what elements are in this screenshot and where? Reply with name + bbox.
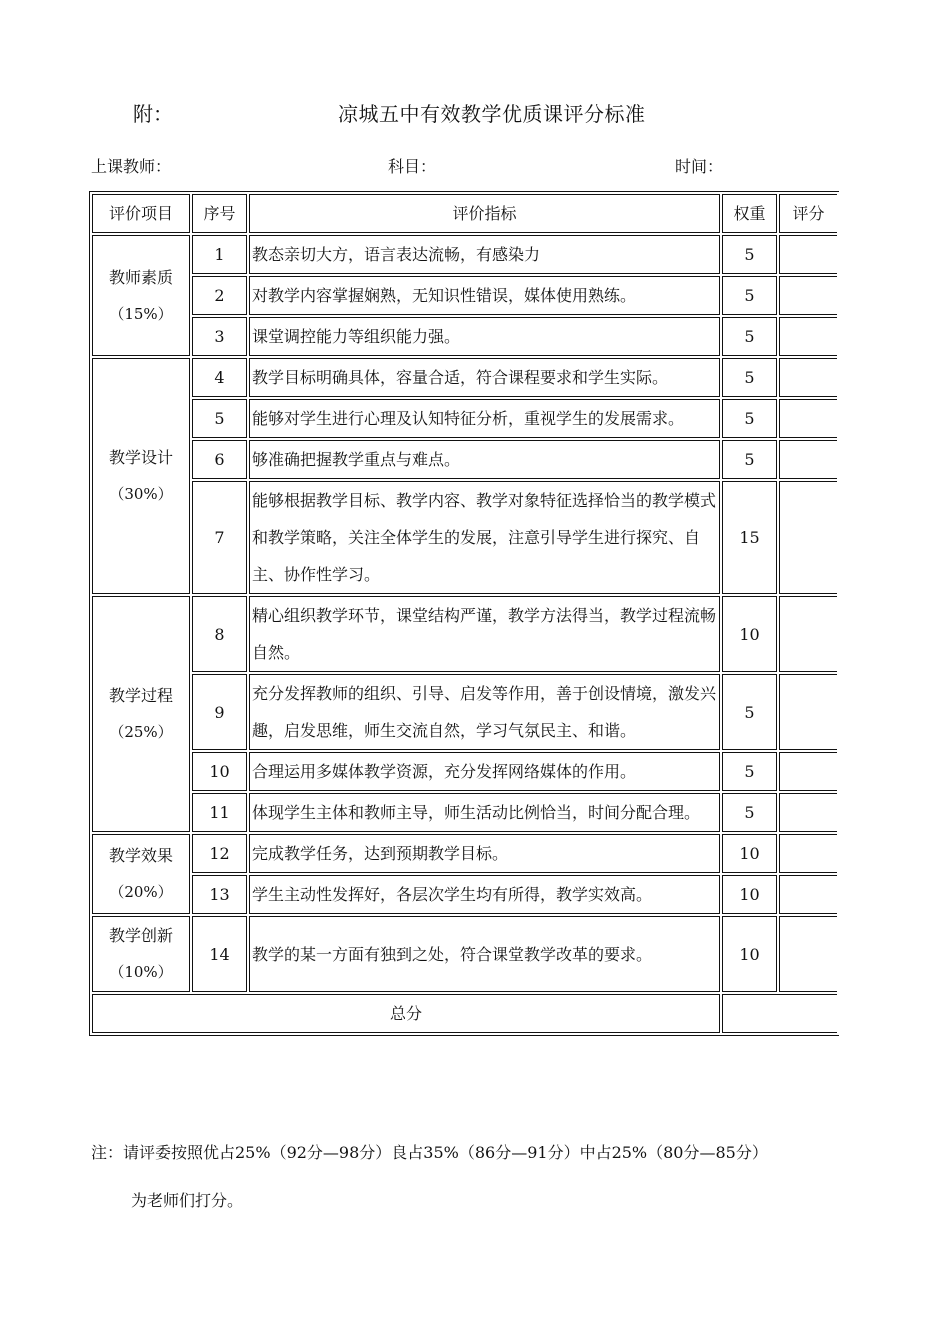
- teacher-label: 上课教师：: [91, 157, 172, 176]
- category-name: 教师素质: [108, 267, 173, 287]
- table-row: [92, 481, 837, 594]
- subject-label: 科目：: [388, 157, 437, 176]
- row-number: 10: [192, 752, 247, 791]
- row-number: 3: [192, 317, 247, 356]
- table-row: [92, 235, 837, 274]
- table-row: [92, 875, 837, 914]
- row-number: 7: [192, 481, 247, 594]
- total-row: [92, 994, 837, 1033]
- category-name: 教学效果: [108, 846, 173, 865]
- category-name: 教学设计: [108, 448, 173, 467]
- row-indicator: 教学的某一方面有独到之处，符合课堂教学改革的要求。: [249, 916, 720, 992]
- row-indicator: 能够根据教学目标、教学内容、教学对象特征选择恰当的教学模式和教学策略，关注全体学生的发展，注意引导学生进行探究、自主、协作性学习。: [249, 481, 720, 594]
- table-row: [92, 358, 837, 397]
- row-weight: 10: [722, 916, 777, 992]
- row-score: [779, 916, 837, 992]
- row-weight: 5: [722, 752, 777, 791]
- row-number: 11: [192, 793, 247, 832]
- scoring-note: 注：请评委按照优占25%（92分—98分）良占35%（86分—91分）中占25%（80分—85分）: [91, 1143, 768, 1162]
- category-name: 教学创新: [108, 926, 173, 945]
- row-indicator: 完成教学任务，达到预期教学目标。: [249, 834, 720, 873]
- row-weight: 5: [722, 276, 777, 315]
- category-percent: （20%）: [109, 883, 173, 901]
- row-indicator: 体现学生主体和教师主导，师生活动比例恰当，时间分配合理。: [249, 793, 720, 832]
- row-number: 12: [192, 834, 247, 873]
- row-score: [779, 481, 837, 594]
- row-score: [779, 752, 837, 791]
- row-weight: 10: [722, 596, 777, 672]
- table-row: [92, 752, 837, 791]
- row-weight: 10: [722, 834, 777, 873]
- row-number: 2: [192, 276, 247, 315]
- row-weight: 10: [722, 875, 777, 914]
- row-score: [779, 834, 837, 873]
- header-weight: 权重: [722, 194, 777, 233]
- category-cell: [92, 834, 190, 914]
- table-row: [92, 793, 837, 832]
- row-number: 13: [192, 875, 247, 914]
- header-indicator: 评价指标: [249, 194, 720, 233]
- row-score: [779, 317, 837, 356]
- row-number: 8: [192, 596, 247, 672]
- row-indicator: 对教学内容掌握娴熟，无知识性错误，媒体使用熟练。: [249, 276, 720, 315]
- table-row: [92, 317, 837, 356]
- category-percent: （25%）: [109, 723, 173, 741]
- table-row: [92, 674, 837, 750]
- row-weight: 5: [722, 793, 777, 832]
- category-name: 教学过程: [108, 686, 173, 705]
- row-weight: 15: [722, 481, 777, 594]
- row-indicator: 课堂调控能力等组织能力强。: [249, 317, 720, 356]
- row-score: [779, 875, 837, 914]
- row-number: 4: [192, 358, 247, 397]
- table-row: [92, 916, 837, 992]
- page-title: 凉城五中有效教学优质课评分标准: [338, 102, 646, 126]
- table-row: [92, 834, 837, 873]
- row-weight: 5: [722, 317, 777, 356]
- row-indicator: 学生主动性发挥好，各层次学生均有所得，教学实效高。: [249, 875, 720, 914]
- table-row: [92, 276, 837, 315]
- row-indicator: 能够对学生进行心理及认知特征分析，重视学生的发展需求。: [249, 399, 720, 438]
- scoring-note-continued: 为老师们打分。: [131, 1191, 244, 1210]
- row-indicator: 合理运用多媒体教学资源，充分发挥网络媒体的作用。: [249, 752, 720, 791]
- row-indicator: 充分发挥教师的组织、引导、启发等作用，善于创设情境，激发兴趣，启发思维，师生交流自然，学习气氛民主、和谐。: [249, 674, 720, 750]
- header-number: 序号: [192, 194, 247, 233]
- row-weight: 5: [722, 674, 777, 750]
- row-score: [779, 440, 837, 479]
- time-label: 时间：: [675, 157, 724, 176]
- row-weight: 5: [722, 440, 777, 479]
- category-cell: [92, 916, 190, 992]
- row-weight: 5: [722, 358, 777, 397]
- table-row: [92, 440, 837, 479]
- appendix-label: 附：: [133, 102, 173, 126]
- category-cell: [92, 596, 190, 832]
- row-score: [779, 276, 837, 315]
- row-score: [779, 358, 837, 397]
- row-number: 1: [192, 235, 247, 274]
- header-category: 评价项目: [92, 194, 190, 233]
- category-percent: （30%）: [109, 485, 173, 503]
- row-score: [779, 674, 837, 750]
- evaluation-table: [89, 191, 839, 1036]
- header-score: 评分: [779, 194, 837, 233]
- category-cell: [92, 358, 190, 594]
- total-label: 总分: [92, 994, 720, 1033]
- row-number: 14: [192, 916, 247, 992]
- row-score: [779, 235, 837, 274]
- row-number: 9: [192, 674, 247, 750]
- table-row: [92, 596, 837, 672]
- table-row: [92, 399, 837, 438]
- row-indicator: 教态亲切大方，语言表达流畅，有感染力: [249, 235, 720, 274]
- row-number: 5: [192, 399, 247, 438]
- row-score: [779, 399, 837, 438]
- header-row: [92, 194, 837, 233]
- row-weight: 5: [722, 235, 777, 274]
- row-score: [779, 793, 837, 832]
- row-indicator: 精心组织教学环节，课堂结构严谨，教学方法得当，教学过程流畅自然。: [249, 596, 720, 672]
- row-weight: 5: [722, 399, 777, 438]
- row-number: 6: [192, 440, 247, 479]
- category-percent: （15%）: [109, 304, 173, 323]
- category-cell: [92, 235, 190, 356]
- row-indicator: 够准确把握教学重点与难点。: [249, 440, 720, 479]
- row-score: [779, 596, 837, 672]
- total-value: [722, 994, 837, 1033]
- category-percent: （10%）: [109, 963, 173, 981]
- row-indicator: 教学目标明确具体，容量合适，符合课程要求和学生实际。: [249, 358, 720, 397]
